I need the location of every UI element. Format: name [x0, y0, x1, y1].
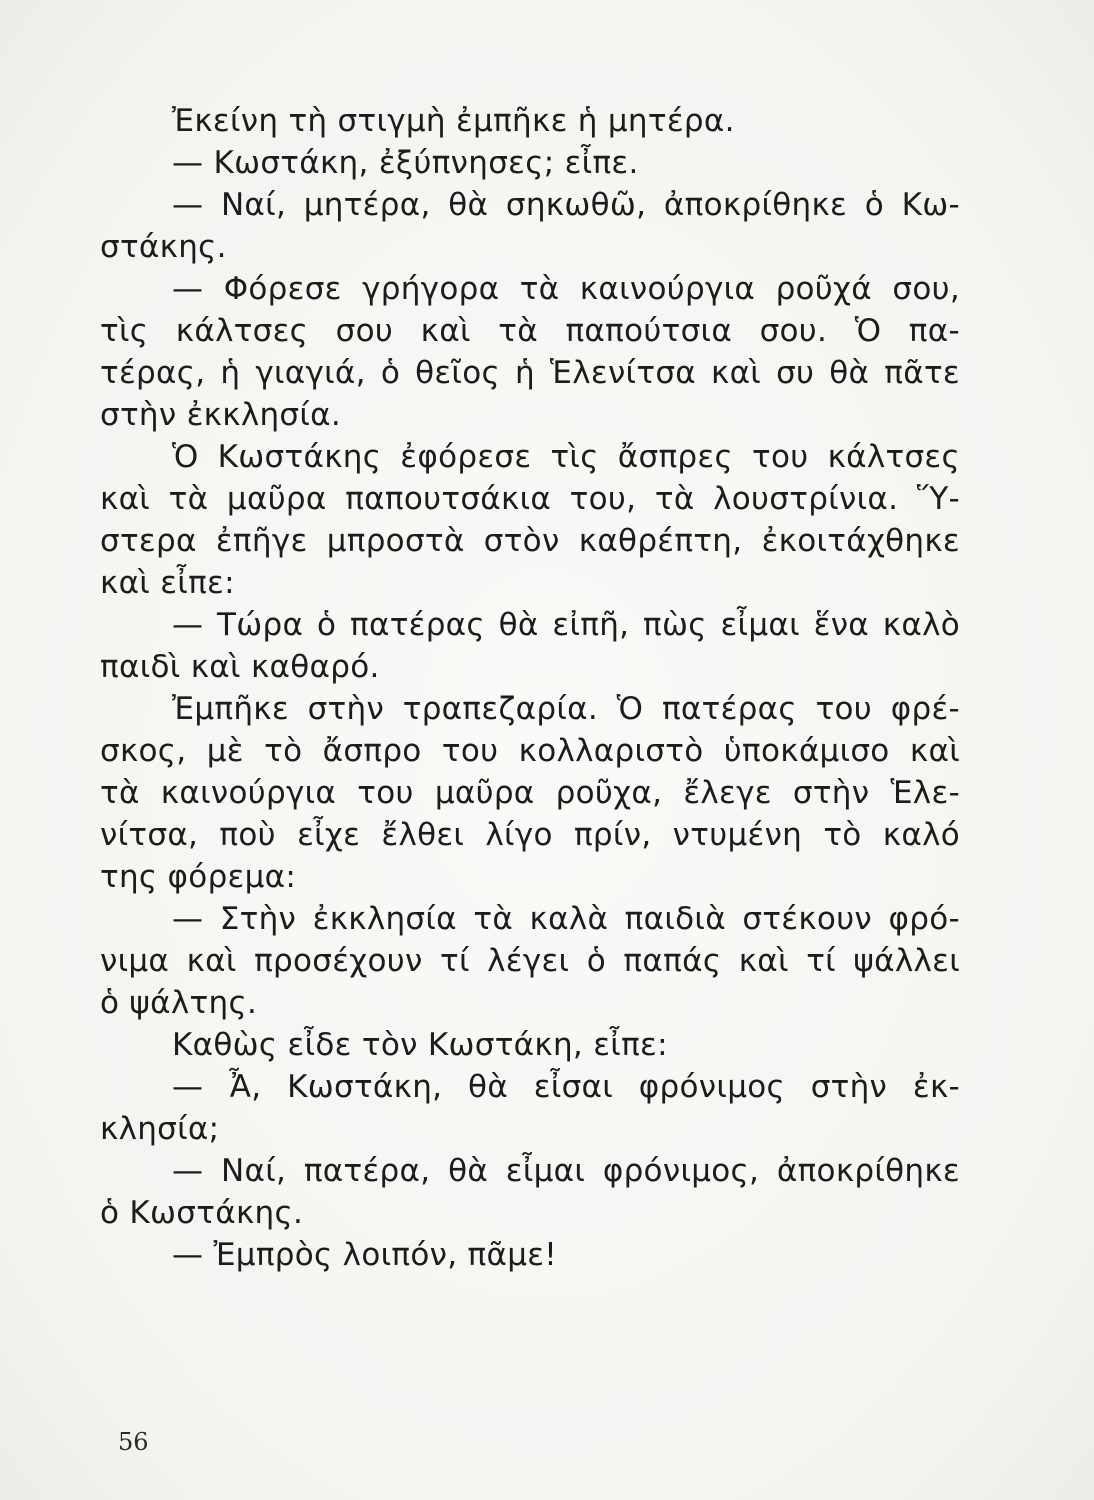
page-number: 56: [118, 1428, 149, 1456]
text-line: νίτσα, ποὺ εἶχε ἔλθει λίγο πρίν, ντυμένη τὸ καλό: [100, 817, 960, 853]
text-line: καὶ εἶπε:: [100, 565, 235, 601]
body-text: [100, 100, 960, 1276]
text-line: — Φόρεσε γρήγορα τὰ καινούργια ροῦχά σου,: [172, 271, 960, 307]
text-line: — Ναί, μητέρα, θὰ σηκωθῶ, ἀποκρίθηκε ὁ Κω-: [172, 187, 960, 223]
text-line: τὶς κάλτσες σου καὶ τὰ παπούτσια σου. Ὁ πα-: [100, 313, 960, 349]
text-line: της φόρεμα:: [100, 859, 297, 895]
text-line: τὰ καινούργια του μαῦρα ροῦχα, ἔλεγε στὴν Ἑλε-: [100, 775, 960, 811]
text-line: στάκης.: [100, 229, 227, 265]
text-line: — Ναί, πατέρα, θὰ εἶμαι φρόνιμος, ἀποκρίθηκε: [172, 1153, 960, 1189]
text-line: ὁ Κωστάκης.: [100, 1195, 304, 1231]
text-line: παιδὶ καὶ καθαρό.: [100, 649, 380, 685]
text-line: Ἐμπῆκε στὴν τραπεζαρία. Ὁ πατέρας του φρέ-: [172, 691, 960, 727]
text-line: νιμα καὶ προσέχουν τί λέγει ὁ παπάς καὶ τί ψάλλει: [100, 943, 960, 979]
text-line: στὴν ἐκκλησία.: [100, 397, 342, 433]
text-line: — Στὴν ἐκκλησία τὰ καλὰ παιδιὰ στέκουν φρό-: [172, 901, 960, 937]
text-line: Ὁ Κωστάκης ἐφόρεσε τὶς ἄσπρες του κάλτσες: [172, 439, 960, 475]
text-line: ὁ ψάλτης.: [100, 985, 258, 1021]
text-line: — Τώρα ὁ πατέρας θὰ εἰπῆ, πὼς εἶμαι ἕνα καλὸ: [172, 607, 960, 643]
text-line: στερα ἐπῆγε μπροστὰ στὸν καθρέπτη, ἐκοιτάχθηκε: [100, 523, 960, 559]
text-line: — Ἐμπρὸς λοιπόν, πᾶμε!: [172, 1237, 558, 1273]
text-line: Καθὼς εἶδε τὸν Κωστάκη, εἶπε:: [172, 1027, 668, 1063]
text-line: Ἐκείνη τὴ στιγμὴ ἐμπῆκε ἡ μητέρα.: [172, 103, 735, 139]
text-line: — Κωστάκη, ἐξύπνησες; εἶπε.: [172, 145, 639, 181]
text-line: — Ἆ, Κωστάκη, θὰ εἶσαι φρόνιμος στὴν ἐκ-: [172, 1069, 960, 1105]
text-line: κλησία;: [100, 1111, 220, 1147]
text-line: καὶ τὰ μαῦρα παπουτσάκια του, τὰ λουστρίνια. Ὕ-: [100, 481, 960, 517]
text-line: σκος, μὲ τὸ ἄσπρο του κολλαριστὸ ὑποκάμισο καὶ: [100, 733, 960, 769]
text-line: τέρας, ἡ γιαγιά, ὁ θεῖος ἡ Ἑλενίτσα καὶ συ θὰ πᾶτε: [100, 355, 960, 391]
